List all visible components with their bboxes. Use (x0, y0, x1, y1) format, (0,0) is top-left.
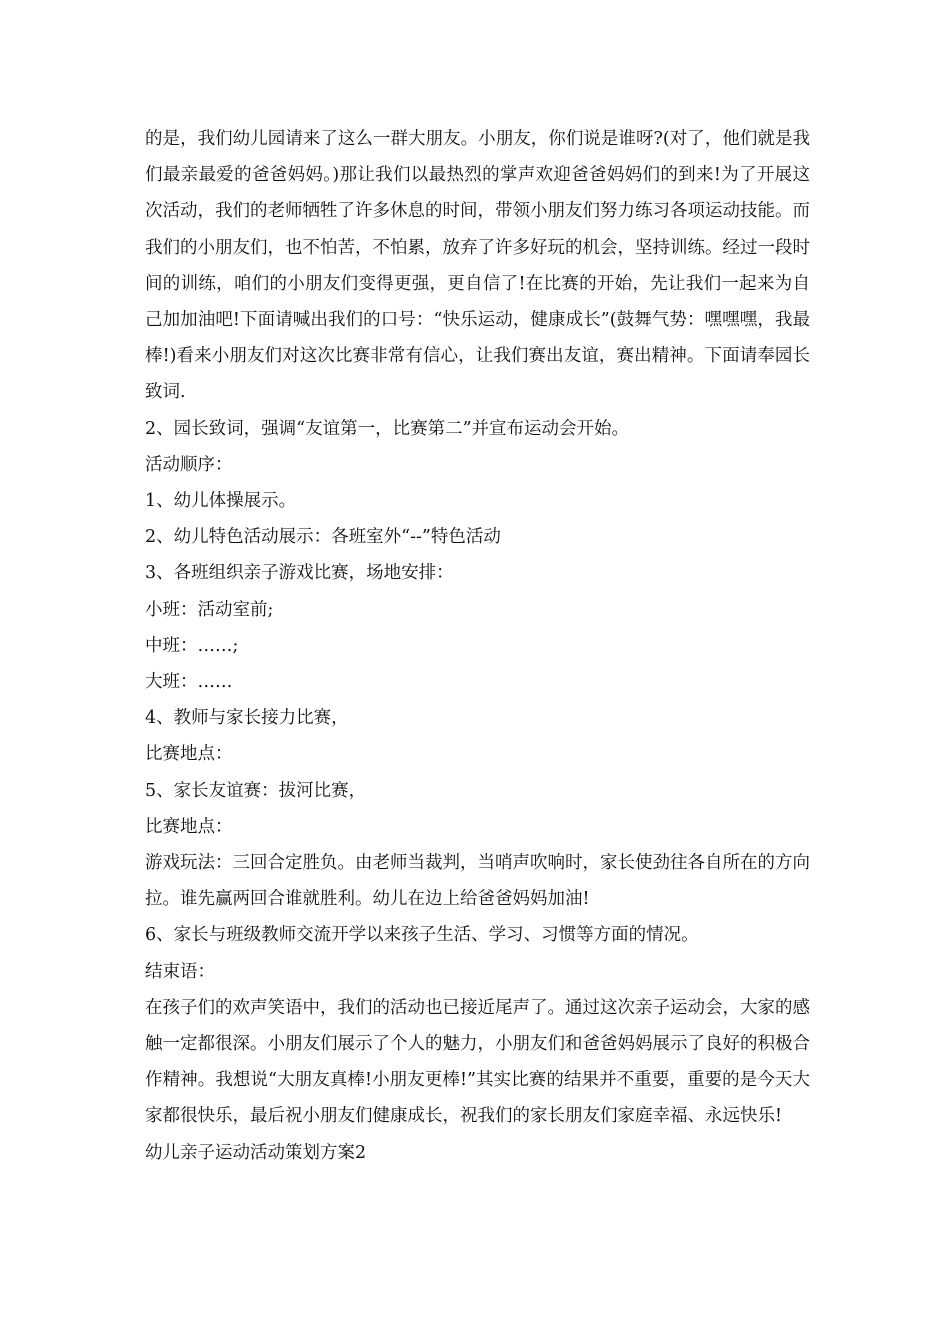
game-rules-paragraph: 游戏玩法：三回合定胜负。由老师当裁判，当哨声吹响时，家长使劲往各自所在的方向拉。谁先赢两回合谁就胜利。幼儿在边上给爸爸妈妈加油! (145, 853, 810, 910)
closing-heading: 结束语： (145, 961, 215, 982)
venue-line: 中班：……; (145, 635, 239, 656)
list-item: 3、各班组织亲子游戏比赛，场地安排： (145, 563, 454, 584)
list-item: 6、家长与班级教师交流开学以来孩子生活、学习、习惯等方面的情况。 (145, 925, 699, 946)
list-item: 1、幼儿体操展示。 (145, 491, 297, 512)
list-item: 5、家长友谊赛：拔河比赛， (145, 780, 367, 801)
principal-speech-item: 2、园长致词，强调“友谊第一，比赛第二”并宣布运动会开始。 (145, 418, 630, 439)
closing-speech-paragraph: 在孩子们的欢声笑语中，我们的活动也已接近尾声了。通过这次亲子运动会，大家的感触一定都很深。小朋友们展示了个人的魅力，小朋友们和爸爸妈妈展示了良好的积极合作精神。我想说“大朋友真棒!小朋友更棒!”其实比赛的结果并不重要，重要的是今天大家都很快乐，最后祝小朋友们健康成长，祝我们的家长朋友们家庭幸福、永远快乐! (145, 997, 810, 1127)
list-item: 4、教师与家长接力比赛， (145, 708, 349, 729)
venue-line: 比赛地点： (145, 816, 233, 837)
venue-line: 比赛地点： (145, 744, 233, 765)
opening-speech-paragraph: 的是，我们幼儿园请来了这么一群大朋友。小朋友，你们说是谁呀?(对了，他们就是我们最亲最爱的爸爸妈妈。)那让我们以最热烈的掌声欢迎爸爸妈妈们的到来!为了开展这次活动，我们的老师牺牲了许多休息的时间，带领小朋友们努力练习各项运动技能。而我们的小朋友们，也不怕苦，不怕累，放弃了许多好玩的机会，坚持训练。经过一段时间的训练，咱们的小朋友们变得更强，更自信了!在比赛的开始，先让我们一起来为自己加加油吧!下面请喊出我们的口号：“快乐运动，健康成长”(鼓舞气势：嘿嘿嘿，我最棒!)看来小朋友们对这次比赛非常有信心，让我们赛出友谊，赛出精神。下面请奉园长致词. (145, 129, 810, 403)
venue-line: 小班：活动室前; (145, 599, 274, 620)
venue-line: 大班：…… (145, 672, 233, 693)
section-title: 幼儿亲子运动活动策划方案2 (145, 1142, 367, 1163)
activity-order-heading: 活动顺序： (145, 454, 233, 475)
list-item: 2、幼儿特色活动展示：各班室外“--”特色活动 (145, 527, 501, 548)
document-body (145, 121, 810, 1171)
